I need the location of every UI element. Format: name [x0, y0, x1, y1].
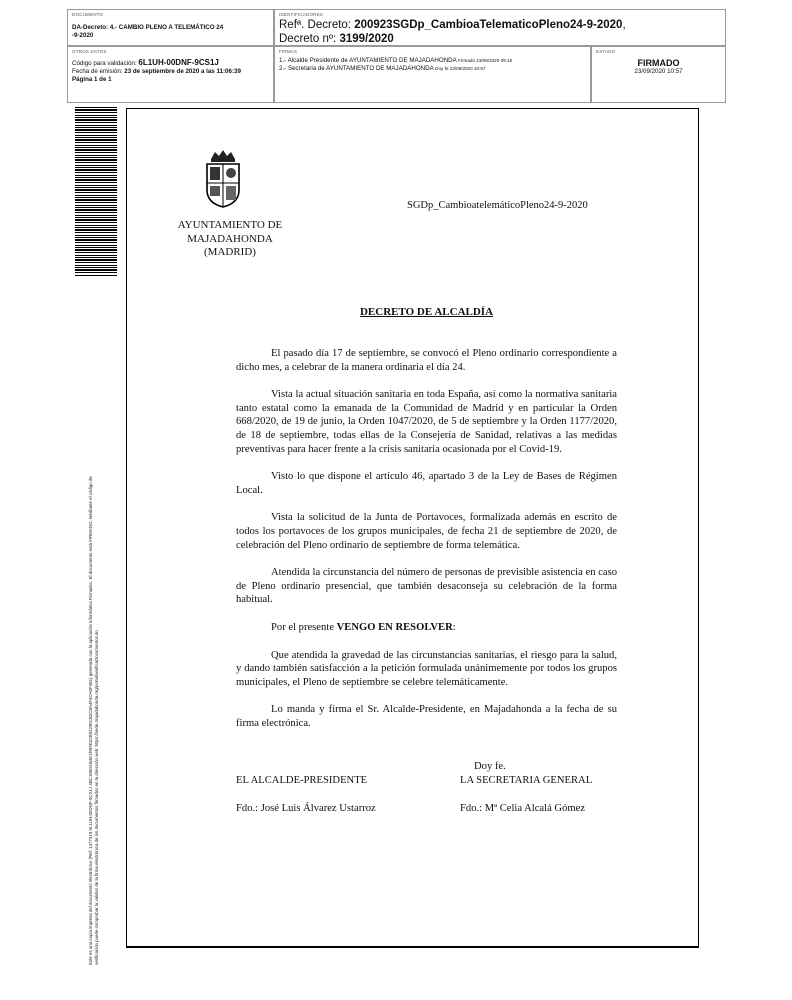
- codigo-prefix: Código para validación:: [72, 60, 139, 67]
- firma-1-text: 1.- Alcalde Presidente de AYUNTAMIENTO DE MAJADAHONDA: [279, 57, 457, 64]
- paragraph-4: Vista la solicitud de la Junta de Portavoces, formalizada además en escrito de todos los portavoces de los grupos municipales, de fecha 21 de septiembre de 2020, de celebración del Pleno ordinario de septiembre de forma telemática.: [236, 512, 617, 551]
- reference-code: SGDp_CambioatelemáticoPleno24-9-2020: [407, 200, 588, 211]
- paragraph-7: Lo manda y firma el Sr. Alcalde-Presidente, en Majadahonda a la fecha de su firma electrónica.: [236, 704, 617, 729]
- documento-label: DOCUMENTO: [72, 12, 104, 17]
- coat-of-arms-icon: [202, 150, 244, 208]
- doy-fe: Doy fe.: [474, 761, 506, 772]
- header-otros-datos-box: [67, 46, 274, 103]
- firma-1: [279, 57, 586, 65]
- firma-2: [279, 65, 586, 73]
- header-firmas-box: [274, 46, 591, 103]
- letterhead-line3: (MADRID): [204, 246, 256, 258]
- resolver-prefix: Por el presente: [271, 621, 337, 633]
- resolver-line: [236, 621, 617, 635]
- letterhead-line1: AYUNTAMIENTO DE: [177, 219, 283, 231]
- paragraph-3: Visto lo que dispone el artículo 46, apartado 3 de la Ley de Bases de Régimen Local.: [236, 471, 617, 496]
- firma-1-date: Firmado 23/09/2020 09:18: [458, 58, 513, 63]
- firmas-label: FIRMAS: [279, 49, 298, 54]
- decreto-number: [279, 32, 721, 46]
- signature-left-name: Fdo.: José Luis Álvarez Ustarroz: [236, 803, 376, 814]
- header-identificadores-box: [274, 9, 726, 46]
- otros-datos-label: OTROS DATOS: [72, 49, 107, 54]
- sidebar-verification-text: [88, 315, 100, 965]
- estado-value: FIRMADO: [637, 58, 680, 68]
- codigo-validacion: [72, 59, 269, 68]
- paragraph-5: Atendida la circunstancia del número de personas de previsible asistencia en caso de Pleno ordinario presencial, que también desaconseja su celebración de la forma habitual.: [236, 567, 617, 606]
- codigo-value: 6L1UH-00DNF-9CS1J: [138, 58, 219, 67]
- firma-2-date: Doy fe 23/09/2020 10:57: [435, 66, 486, 71]
- resolver-suffix: :: [452, 621, 456, 633]
- documento-line1: DA-Decreto: 4.- CAMBIO PLENO A TELEMÁTICO 24: [72, 24, 224, 31]
- paragraph-6: Que atendida la gravedad de las circunstancias sanitarias, el riesgo para la salud, y dando también satisfacción a la petición formulada unánimemente por todos los grupos municipales, el Pleno de septiembre se celebre telemáticamente.: [236, 649, 617, 688]
- header-estado-box: [591, 46, 726, 103]
- estado-label: ESTADO: [596, 49, 616, 54]
- header-documento-box: [67, 9, 274, 46]
- pagina: Página 1 de 1: [72, 76, 112, 83]
- documento-line2: -9-2020: [72, 32, 94, 39]
- decreto-value: 3199/2020: [339, 33, 394, 45]
- identificadores-label: IDENTIFICADORES: [279, 12, 324, 17]
- ref-prefix: Refª. Decreto:: [279, 19, 355, 31]
- fecha-value: 23 de septiembre de 2020 a las 11:06:39: [124, 68, 241, 75]
- estado-date: 23/09/2020 10:57: [634, 68, 683, 75]
- sidebar-line2: verificación puede comprobar la validez de la firma electrónica de los documentos firmados en la dirección web: https://sede.majadahonda.org/portal/verificaDocumentos.do: [94, 630, 99, 965]
- paragraph-2: Vista la actual situación sanitaria en toda España, así como la normativa sanitaria tanto estatal como la emanada de la Comunidad de Madrid y en particular la Orden 668/2020, de 19 de junio, la Orden 1047/2020, de 5 de septiembre y la Orden 1177/2020, de 18 de septiembre, todas ellas de la Consejería de Sanidad, relativas a las medidas preventivas para hacer frente a la crisis sanitaria ocasionada por el Covid-19.: [236, 389, 617, 455]
- barcode: [75, 107, 117, 277]
- fecha-emision: [72, 68, 269, 76]
- signature-right-title: LA SECRETARIA GENERAL: [460, 775, 593, 786]
- firma-2-text: 2.- Secretaria de AYUNTAMIENTO DE MAJADAHONDA: [279, 65, 434, 72]
- signature-right-name: Fdo.: Mª Celia Alcalá Gómez: [460, 803, 586, 814]
- sidebar-line1: Este es una copia impresa del documento electrónico (Ref: 1477319 6L1UH-00DNF-9CS1J 4BC186D1B4E1FB9D22B91290CB2C8A4F4CA0F451) generada con la aplicación informática Firmadoc. El documento está FIRMADO. Mediante el código de: [88, 476, 93, 965]
- document-title: DECRETO DE ALCALDÍA: [359, 306, 494, 318]
- signature-left-title: EL ALCALDE-PRESIDENTE: [236, 775, 368, 786]
- paragraph-1: El pasado día 17 de septiembre, se convocó el Pleno ordinario correspondiente a dicho mes, a celebrar de la manera ordinaria el día 24.: [236, 348, 617, 373]
- decreto-prefix: Decreto nº:: [279, 33, 340, 45]
- resolver-bold: VENGO EN RESOLVER: [336, 621, 453, 633]
- ref-value: 200923SGDp_CambioaTelematicoPleno24-9-2020: [354, 19, 623, 31]
- ref-decreto: Refª. Decreto: 200923SGDp_CambioaTelematicoPleno24-9-2020,: [279, 19, 626, 31]
- letterhead-block: [160, 219, 300, 260]
- fecha-prefix: Fecha de emisión:: [72, 68, 125, 75]
- letterhead-line2: MAJADAHONDA: [187, 232, 273, 245]
- document-body: [236, 347, 617, 744]
